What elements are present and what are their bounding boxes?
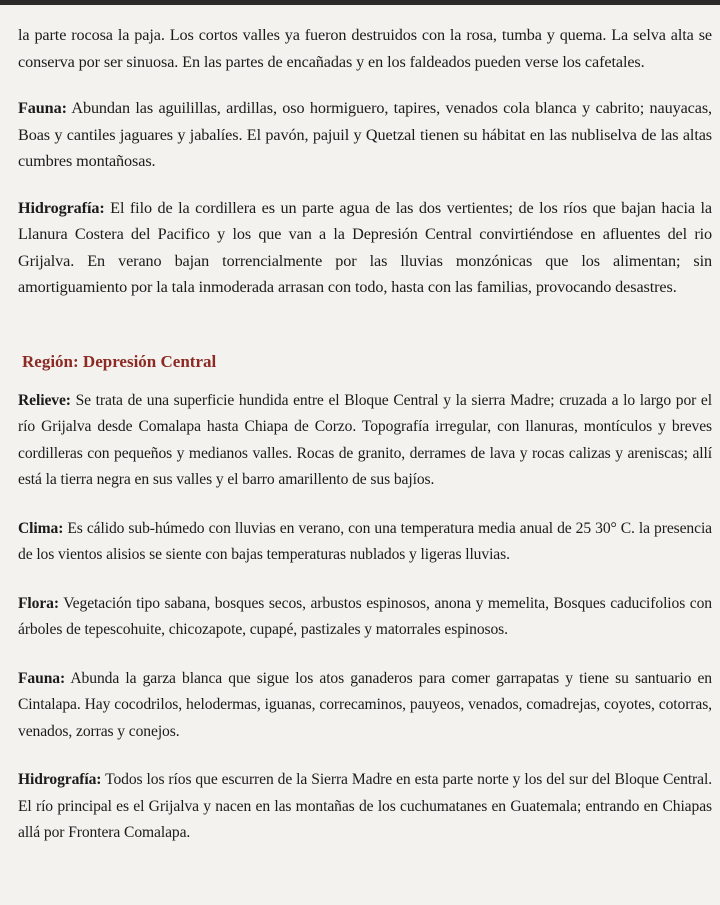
paragraph-flora: [18, 591, 712, 644]
paragraph-label: Hidrografía:: [18, 771, 102, 788]
paragraph-relieve: [18, 388, 712, 494]
paragraph-label: Clima:: [18, 519, 64, 537]
paragraph-clima: [18, 516, 712, 569]
paragraph-text: Abundan las aguilillas, ardillas, oso hormiguero, tapires, venados cola blanca y cabrito; nauyacas, Boas y cantiles jaguares y jabalíes. El pavón, pajuil y Quetzal tienen su hábitat en las nubliselva de las altas cumbres montañosas.: [18, 99, 712, 170]
paragraph-label: Fauna:: [18, 669, 66, 687]
paragraph-text: Abunda la garza blanca que sigue los atos ganaderos para comer garrapatas y tiene su santuario en Cintalapa. Hay cocodrilos, helodermas, iguanas, correcaminos, pauyeos, venados, comadrejas, coyotes, cotorras, venados, zorras y conejos.: [18, 669, 712, 740]
paragraph-label: Flora:: [18, 594, 59, 612]
paragraph-hidrografia: [18, 195, 712, 301]
paragraph-label: Relieve:: [18, 391, 71, 409]
region-heading: Región: Depresión Central: [22, 351, 217, 371]
top-rule: [0, 0, 720, 5]
paragraph-label: Hidrografía:: [18, 198, 105, 217]
paragraph-hidrografia-region: [18, 767, 712, 847]
paragraph-label: Fauna:: [18, 99, 67, 117]
paragraph-fauna-region: [18, 666, 712, 746]
paragraph-fauna: [18, 95, 712, 175]
paragraph-text: la parte rocosa la paja. Los cortos valles ya fueron destruidos con la rosa, tumba y quema. La selva alta se conserva por ser sinuosa. En las partes de encañadas y en los faldeados pueden verse los cafetales.: [18, 26, 712, 71]
paragraph-text: Se trata de una superficie hundida entre el Bloque Central y la sierra Madre; cruzada a lo largo por el río Grijalva desde Comalapa hasta Chiapa de Corzo. Topografía irregular, con llanuras, montículos y breves cordilleras con pequeños y medianos valles. Rocas de granito, derrames de lava y rocas calizas y areniscas; allí está la tierra negra en sus valles y el barro amarillento de sus bajíos.: [18, 391, 712, 488]
paragraph-text: Todos los ríos que escurren de la Sierra Madre en esta parte norte y los del sur del Bloque Central. El río principal es el Grijalva y nacen en las montañas de los cuchumatanes en Guatemala; entrando en Chiapas allá por Frontera Comalapa.: [18, 771, 712, 841]
paragraph-vegetation: [18, 22, 712, 75]
region-section: [18, 388, 712, 847]
document-page: [18, 22, 712, 869]
paragraph-text: El filo de la cordillera es un parte agua de las dos vertientes; de los ríos que bajan hacia la Llanura Costera del Pacifico y los que van a la Depresión Central convirtiéndose en afluentes del rio Grijalva. En verano bajan torrencialmente por las lluvias monzónicas que los alimentan; sin amortiguamiento por la tala inmoderada arrasan con todo, hasta con las familias, provocando desastres.: [18, 198, 712, 296]
paragraph-text: Es cálido sub-húmedo con lluvias en verano, con una temperatura media anual de 25 30° C. la presencia de los vientos alisios se siente con bajas temperaturas nublados y ligeras lluvias.: [18, 519, 712, 563]
paragraph-text: Vegetación tipo sabana, bosques secos, arbustos espinosos, anona y memelita, Bosques caducifolios con árboles de tepescohuite, chicozapote, cupapé, pastizales y matorrales espinosos.: [18, 594, 712, 638]
